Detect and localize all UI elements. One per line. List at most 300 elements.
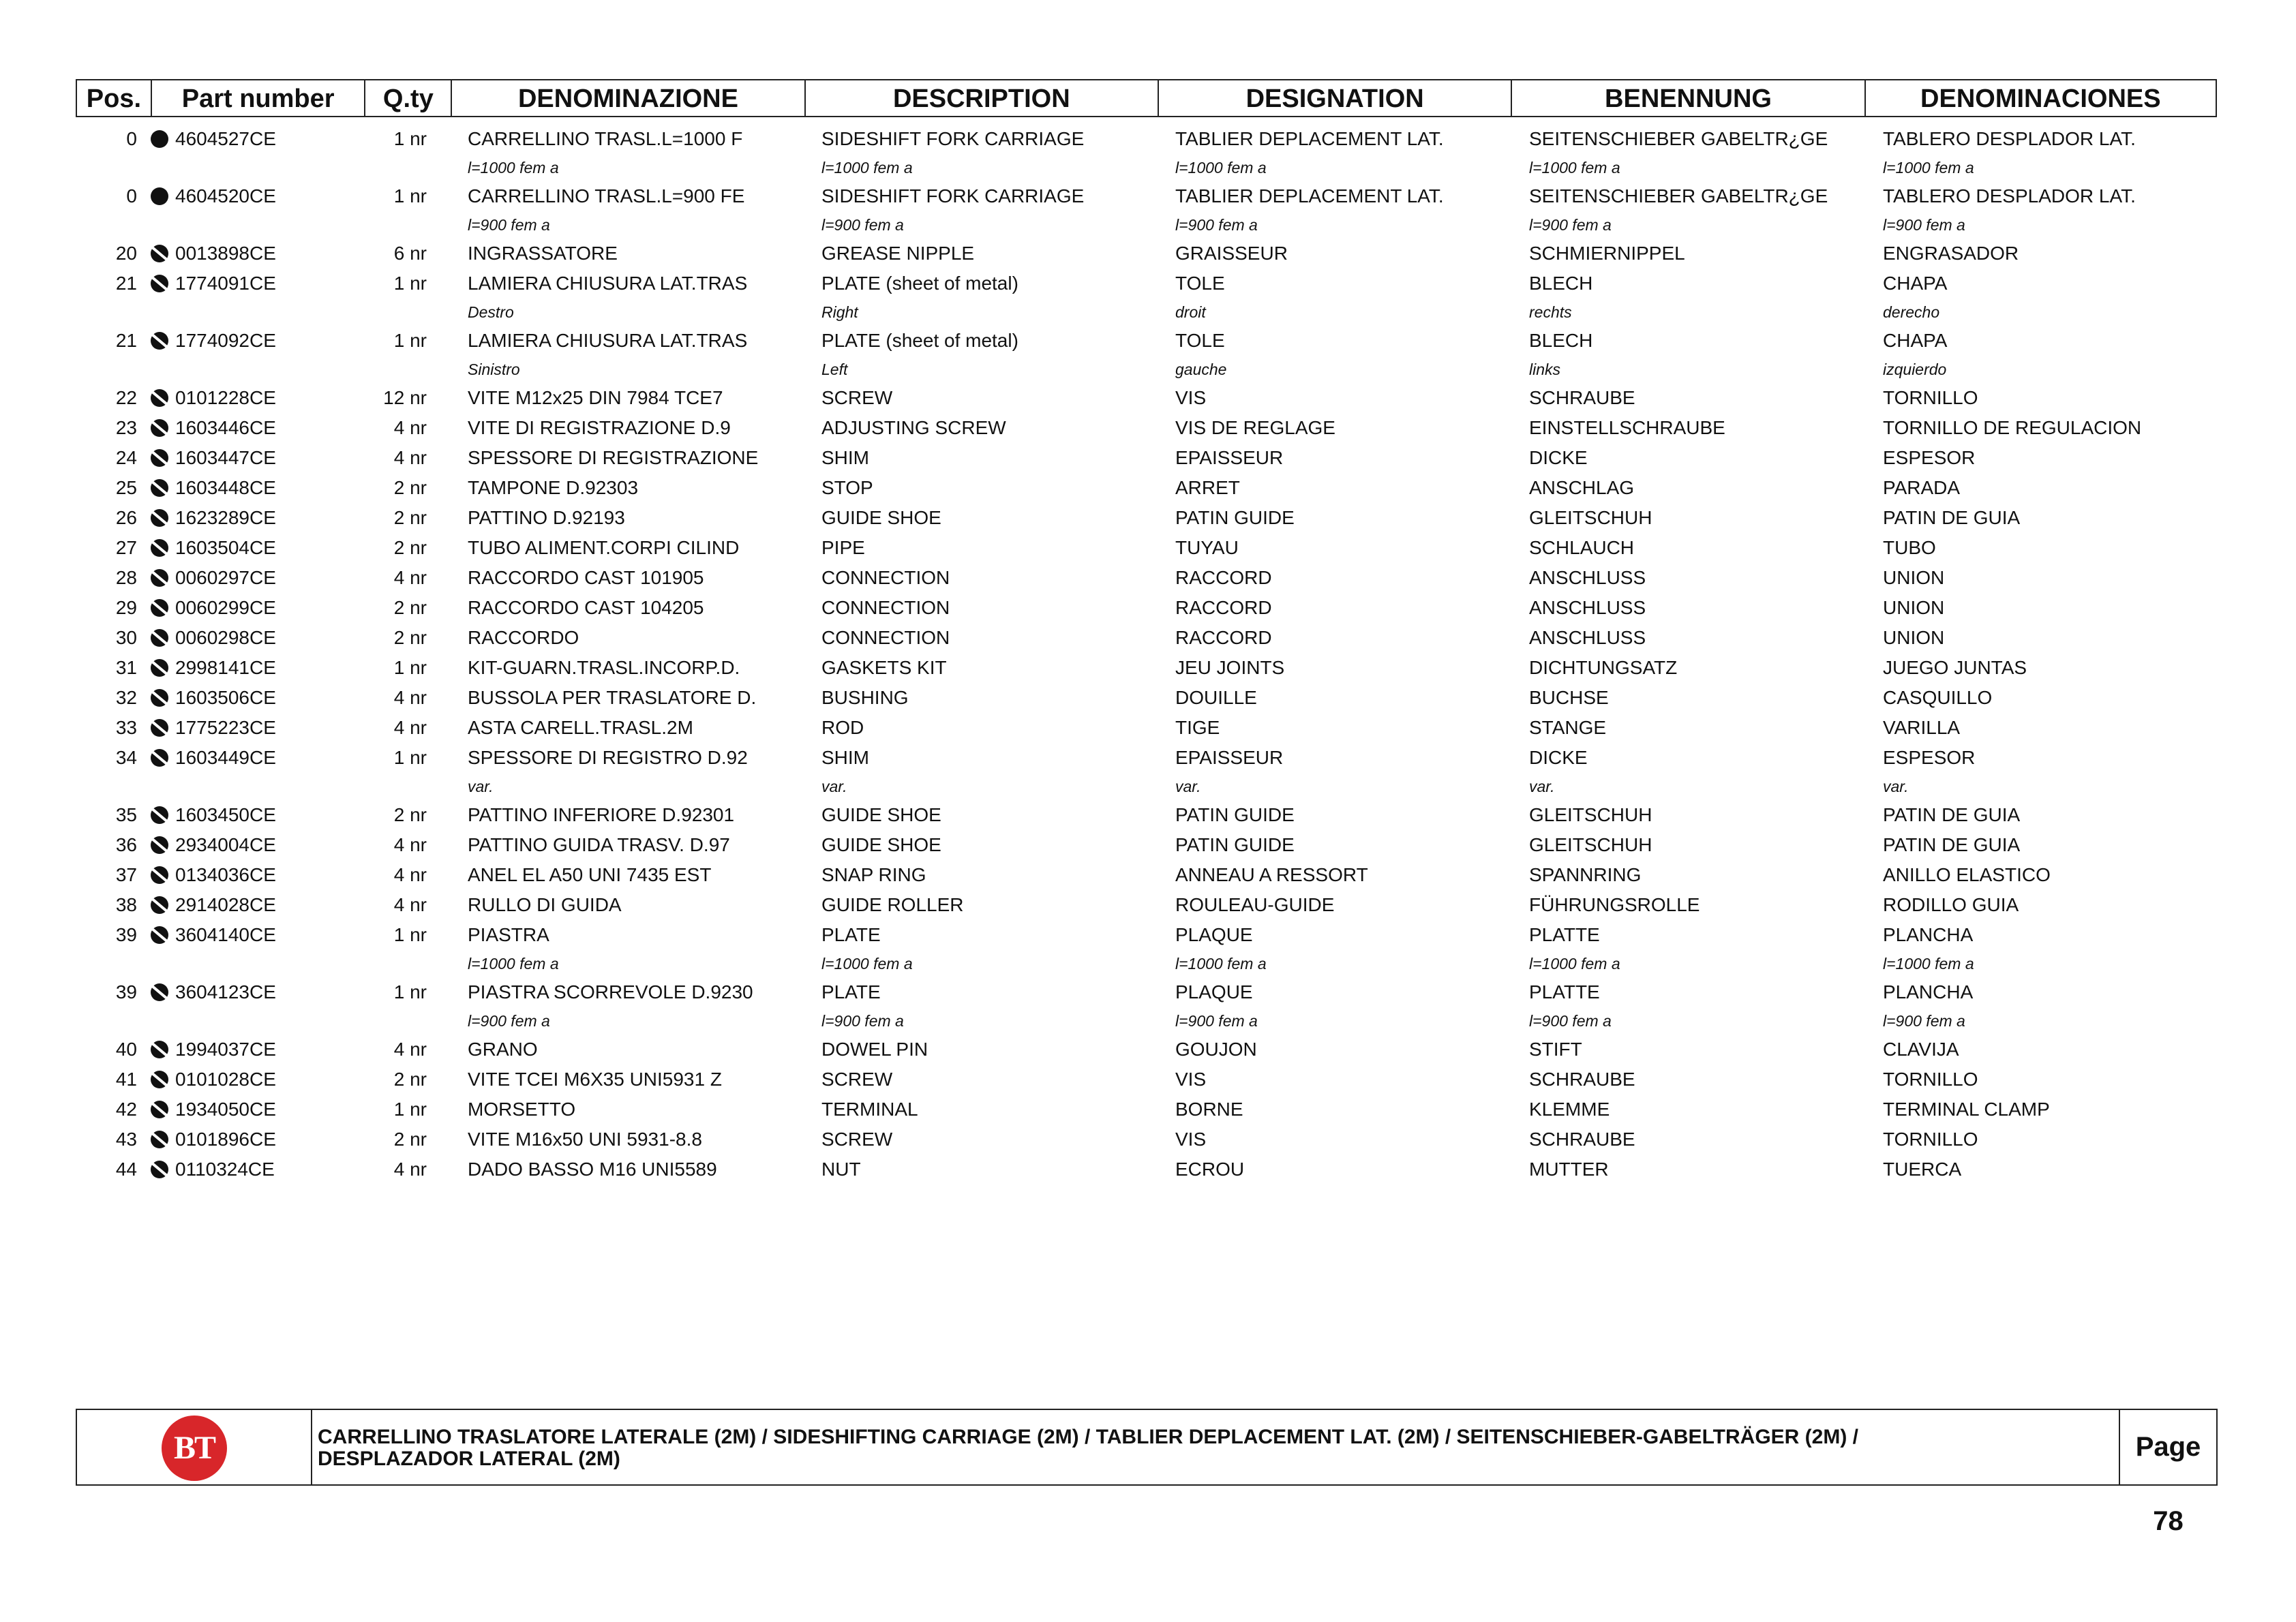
table-row-note (76, 773, 2217, 800)
cell-qty (365, 211, 451, 239)
cell-it: VITE M16x50 UNI 5931-8.8 (468, 1129, 702, 1150)
part-number-text: 1603449CE (175, 747, 276, 768)
cell-part-number (151, 239, 365, 269)
part-number-text: 1994037CE (175, 1039, 276, 1060)
cell-fr: TIGE (1175, 717, 1220, 738)
cell-de: SCHRAUBE (1529, 1069, 1635, 1090)
cell-de: SCHMIERNIPPEL (1529, 243, 1685, 264)
footer-title-line-2: DESPLAZADOR LATERAL (2M) (318, 1448, 620, 1470)
cell-qty (365, 154, 451, 181)
cell-en: SCREW (821, 1129, 893, 1150)
table-row (76, 181, 2217, 211)
cell-it: INGRASSATORE (468, 243, 618, 264)
part-number-text: 0101228CE (175, 387, 276, 408)
cell-es: TUERCA (1883, 1159, 1962, 1180)
cell-en: SHIM (821, 747, 869, 768)
cell-es: UNION (1883, 597, 1945, 618)
cell-de: SCHLAUCH (1529, 537, 1635, 558)
cell-de: ANSCHLAG (1529, 477, 1635, 498)
cell-fr: var. (1175, 778, 1201, 795)
cell-fr: PATIN GUIDE (1175, 804, 1295, 825)
cell-pos (76, 1007, 151, 1035)
slashed-circle-icon (151, 689, 168, 707)
cell-pos: 21 (115, 330, 137, 351)
cell-qty: 1 nr (393, 273, 427, 294)
cell-es: izquierdo (1883, 361, 1947, 378)
footer-title (312, 1410, 2120, 1484)
cell-it: TAMPONE D.92303 (468, 477, 639, 498)
cell-it: PATTINO GUIDA TRASV. D.97 (468, 834, 730, 855)
cell-es: ENGRASADOR (1883, 243, 2019, 264)
cell-it: DADO BASSO M16 UNI5589 (468, 1159, 717, 1180)
slashed-circle-icon (151, 1041, 168, 1058)
slashed-circle-icon (151, 629, 168, 647)
cell-fr: GOUJON (1175, 1039, 1257, 1060)
cell-es: TORNILLO (1883, 1069, 1978, 1090)
cell-en: GUIDE SHOE (821, 507, 941, 528)
slashed-circle-icon (151, 806, 168, 824)
part-number-text: 0110324CE (175, 1159, 275, 1180)
cell-it: RACCORDO CAST 104205 (468, 597, 704, 618)
slashed-circle-icon (151, 275, 168, 292)
cell-qty: 4 nr (393, 717, 427, 738)
cell-qty: 4 nr (393, 1039, 427, 1060)
slashed-circle-icon (151, 419, 168, 437)
table-row (76, 269, 2217, 299)
cell-es: PATIN DE GUIA (1883, 834, 2021, 855)
cell-en: PLATE (sheet of metal) (821, 273, 1018, 294)
table-row (76, 890, 2217, 920)
cell-es: l=1000 fem a (1883, 955, 1974, 973)
cell-it: LAMIERA CHIUSURA LAT.TRAS (468, 330, 748, 351)
cell-de: links (1529, 361, 1561, 378)
cell-en: SHIM (821, 447, 869, 468)
slashed-circle-icon (151, 1101, 168, 1118)
cell-de: GLEITSCHUH (1529, 804, 1652, 825)
cell-es: PARADA (1883, 477, 1961, 498)
cell-fr: RACCORD (1175, 597, 1272, 618)
cell-it: MORSETTO (468, 1099, 576, 1120)
cell-fr: ECROU (1175, 1159, 1245, 1180)
cell-pos: 36 (115, 834, 137, 855)
cell-de: ANSCHLUSS (1529, 597, 1646, 618)
cell-pos: 26 (115, 507, 137, 528)
part-number-text: 3604140CE (175, 924, 276, 945)
cell-en: SNAP RING (821, 864, 926, 885)
cell-fr: ANNEAU A RESSORT (1175, 864, 1368, 885)
cell-it: RACCORDO CAST 101905 (468, 567, 704, 588)
cell-it: ANEL EL A50 UNI 7435 EST (468, 864, 712, 885)
cell-qty: 2 nr (393, 1129, 427, 1150)
cell-es: PATIN DE GUIA (1883, 507, 2021, 528)
table-row-note (76, 950, 2217, 977)
cell-part-number (151, 211, 365, 239)
cell-es: ESPESOR (1883, 447, 1976, 468)
table-row (76, 383, 2217, 413)
table-row (76, 1065, 2217, 1095)
cell-part-number (151, 269, 365, 299)
part-number-text: 1623289CE (175, 507, 276, 528)
part-number-text: 4604527CE (175, 128, 276, 149)
cell-es: l=900 fem a (1883, 216, 1965, 234)
cell-fr: l=900 fem a (1175, 216, 1258, 234)
cell-en: var. (821, 778, 847, 795)
part-number-text: 0101028CE (175, 1069, 276, 1090)
slashed-circle-icon (151, 245, 168, 262)
cell-fr: RACCORD (1175, 567, 1272, 588)
cell-pos (76, 356, 151, 383)
cell-qty: 1 nr (393, 657, 427, 678)
cell-it: CARRELLINO TRASL.L=900 FE (468, 185, 745, 206)
cell-it: VITE DI REGISTRAZIONE D.9 (468, 417, 731, 438)
cell-part-number (151, 356, 365, 383)
table-row (76, 920, 2217, 950)
part-number-text: 2998141CE (175, 657, 276, 678)
table-row (76, 1035, 2217, 1065)
page-number: Page 78 (2135, 1432, 2201, 1536)
cell-en: l=900 fem a (821, 216, 904, 234)
part-number-text: 1603450CE (175, 804, 276, 825)
cell-it: Sinistro (468, 361, 520, 378)
cell-fr: TABLIER DEPLACEMENT LAT. (1175, 128, 1444, 149)
cell-de: SEITENSCHIEBER GABELTR¿GE (1529, 128, 1828, 149)
cell-qty: 2 nr (393, 627, 427, 648)
cell-part-number (151, 950, 365, 977)
slashed-circle-icon (151, 926, 168, 944)
cell-fr: VIS DE REGLAGE (1175, 417, 1335, 438)
cell-part-number (151, 773, 365, 800)
cell-part-number (151, 1035, 365, 1065)
cell-de: l=900 fem a (1529, 216, 1612, 234)
cell-part-number (151, 890, 365, 920)
cell-es: derecho (1883, 303, 1940, 321)
cell-pos (76, 773, 151, 800)
cell-es: CHAPA (1883, 273, 1948, 294)
col-header-denominaciones: DENOMINACIONES (1920, 85, 2161, 113)
part-number-text: 1774092CE (175, 330, 276, 351)
table-row (76, 830, 2217, 860)
bt-logo: BT (162, 1416, 227, 1481)
table-row (76, 623, 2217, 653)
cell-fr: VIS (1175, 387, 1207, 408)
cell-es: UNION (1883, 567, 1945, 588)
table-row (76, 593, 2217, 623)
cell-part-number (151, 181, 365, 211)
cell-pos: 22 (115, 387, 137, 408)
cell-fr: VIS (1175, 1069, 1207, 1090)
cell-en: l=1000 fem a (821, 955, 913, 973)
cell-qty: 4 nr (393, 1159, 427, 1180)
cell-de: DICHTUNGSATZ (1529, 657, 1678, 678)
cell-en: PLATE (sheet of metal) (821, 330, 1018, 351)
cell-de: STIFT (1529, 1039, 1582, 1060)
cell-fr: PLAQUE (1175, 981, 1253, 1003)
cell-fr: TUYAU (1175, 537, 1239, 558)
cell-part-number (151, 1007, 365, 1035)
part-number-text: 0013898CE (175, 243, 276, 264)
cell-it: ASTA CARELL.TRASL.2M (468, 717, 693, 738)
cell-part-number (151, 920, 365, 950)
cell-en: l=900 fem a (821, 1012, 904, 1030)
cell-it: SPESSORE DI REGISTRAZIONE (468, 447, 759, 468)
cell-part-number (151, 473, 365, 503)
cell-de: PLATTE (1529, 981, 1600, 1003)
slashed-circle-icon (151, 866, 168, 884)
cell-part-number (151, 533, 365, 563)
cell-en: PLATE (821, 981, 881, 1003)
table-row (76, 1095, 2217, 1124)
slashed-circle-icon (151, 479, 168, 497)
part-number-text: 2934004CE (175, 834, 276, 855)
cell-pos: 43 (115, 1129, 137, 1150)
cell-fr: ARRET (1175, 477, 1240, 498)
cell-pos: 27 (115, 537, 137, 558)
part-number-text: 1603447CE (175, 447, 276, 468)
table-row (76, 860, 2217, 890)
cell-es: TUBO (1883, 537, 1936, 558)
cell-en: NUT (821, 1159, 861, 1180)
cell-de: l=1000 fem a (1529, 159, 1620, 177)
cell-pos (76, 154, 151, 181)
cell-qty (365, 1007, 451, 1035)
cell-es: PLANCHA (1883, 981, 1974, 1003)
cell-es: TERMINAL CLAMP (1883, 1099, 2050, 1120)
part-number-text: 0101896CE (175, 1129, 276, 1150)
cell-es: PLANCHA (1883, 924, 1974, 945)
cell-fr: droit (1175, 303, 1206, 321)
cell-en: SIDESHIFT FORK CARRIAGE (821, 128, 1085, 149)
cell-it: CARRELLINO TRASL.L=1000 F (468, 128, 743, 149)
cell-de: DICKE (1529, 447, 1588, 468)
cell-fr: l=1000 fem a (1175, 955, 1267, 973)
table-row (76, 563, 2217, 593)
cell-pos: 33 (115, 717, 137, 738)
cell-it: l=1000 fem a (468, 159, 559, 177)
slashed-circle-icon (151, 509, 168, 527)
cell-qty: 4 nr (393, 417, 427, 438)
cell-de: var. (1529, 778, 1555, 795)
cell-pos: 28 (115, 567, 137, 588)
part-number-text: 1774091CE (175, 273, 276, 294)
cell-part-number (151, 1095, 365, 1124)
part-number-text: 2914028CE (175, 894, 276, 915)
cell-qty: 2 nr (393, 477, 427, 498)
cell-fr: DOUILLE (1175, 687, 1257, 708)
cell-qty: 4 nr (393, 834, 427, 855)
slashed-circle-icon (151, 1071, 168, 1088)
cell-it: TUBO ALIMENT.CORPI CILIND (468, 537, 740, 558)
cell-en: Right (821, 303, 858, 321)
cell-en: ADJUSTING SCREW (821, 417, 1006, 438)
cell-de: l=1000 fem a (1529, 955, 1620, 973)
filled-circle-icon (151, 187, 168, 205)
part-number-text: 1934050CE (175, 1099, 276, 1120)
table-row (76, 326, 2217, 356)
cell-de: ANSCHLUSS (1529, 567, 1646, 588)
cell-it: PIASTRA SCORREVOLE D.9230 (468, 981, 753, 1003)
cell-pos (76, 299, 151, 326)
cell-es: PATIN DE GUIA (1883, 804, 2021, 825)
cell-qty: 1 nr (393, 128, 427, 149)
slashed-circle-icon (151, 836, 168, 854)
cell-fr: ROULEAU-GUIDE (1175, 894, 1335, 915)
table-row (76, 239, 2217, 269)
cell-it: LAMIERA CHIUSURA LAT.TRAS (468, 273, 748, 294)
cell-part-number (151, 563, 365, 593)
cell-it: PATTINO D.92193 (468, 507, 625, 528)
cell-qty: 1 nr (393, 1099, 427, 1120)
cell-qty: 1 nr (393, 330, 427, 351)
cell-qty: 1 nr (393, 981, 427, 1003)
cell-pos: 35 (115, 804, 137, 825)
cell-fr: TOLE (1175, 273, 1225, 294)
table-row (76, 124, 2217, 154)
cell-part-number (151, 977, 365, 1007)
cell-fr: VIS (1175, 1129, 1207, 1150)
cell-pos: 38 (115, 894, 137, 915)
cell-en: BUSHING (821, 687, 909, 708)
cell-es: JUEGO JUNTAS (1883, 657, 2027, 678)
cell-en: TERMINAL (821, 1099, 918, 1120)
cell-fr: BORNE (1175, 1099, 1243, 1120)
table-row (76, 443, 2217, 473)
cell-pos: 37 (115, 864, 137, 885)
cell-en: GUIDE SHOE (821, 834, 941, 855)
cell-fr: RACCORD (1175, 627, 1272, 648)
cell-de: KLEMME (1529, 1099, 1610, 1120)
cell-it: VITE M12x25 DIN 7984 TCE7 (468, 387, 723, 408)
cell-qty: 12 nr (383, 387, 427, 408)
slashed-circle-icon (151, 539, 168, 557)
cell-es: ANILLO ELASTICO (1883, 864, 2051, 885)
cell-qty: 4 nr (393, 864, 427, 885)
cell-fr: PATIN GUIDE (1175, 834, 1295, 855)
slashed-circle-icon (151, 569, 168, 587)
cell-fr: TABLIER DEPLACEMENT LAT. (1175, 185, 1444, 206)
cell-it: PATTINO INFERIORE D.92301 (468, 804, 735, 825)
cell-qty: 4 nr (393, 567, 427, 588)
cell-part-number (151, 154, 365, 181)
slashed-circle-icon (151, 719, 168, 737)
cell-part-number (151, 713, 365, 743)
cell-pos: 32 (115, 687, 137, 708)
cell-de: FÜHRUNGSROLLE (1529, 894, 1700, 915)
cell-part-number (151, 503, 365, 533)
cell-fr: TOLE (1175, 330, 1225, 351)
part-number-text: 1775223CE (175, 717, 276, 738)
cell-pos: 31 (115, 657, 137, 678)
cell-pos: 42 (115, 1099, 137, 1120)
cell-pos: 0 (126, 185, 137, 206)
table-row (76, 413, 2217, 443)
cell-part-number (151, 860, 365, 890)
cell-es: l=900 fem a (1883, 1012, 1965, 1030)
cell-pos: 34 (115, 747, 137, 768)
slashed-circle-icon (151, 1131, 168, 1148)
cell-it: l=900 fem a (468, 216, 550, 234)
cell-es: CLAVIJA (1883, 1039, 1959, 1060)
cell-de: BUCHSE (1529, 687, 1609, 708)
cell-de: SPANNRING (1529, 864, 1642, 885)
cell-pos: 23 (115, 417, 137, 438)
cell-part-number (151, 299, 365, 326)
table-header (76, 79, 2217, 117)
slashed-circle-icon (151, 389, 168, 407)
cell-en: CONNECTION (821, 597, 950, 618)
table-row (76, 713, 2217, 743)
cell-pos: 44 (115, 1159, 137, 1180)
cell-qty: 4 nr (393, 447, 427, 468)
cell-pos: 39 (115, 924, 137, 945)
cell-de: GLEITSCHUH (1529, 834, 1652, 855)
cell-it: l=900 fem a (468, 1012, 550, 1030)
cell-fr: PLAQUE (1175, 924, 1253, 945)
cell-en: SCREW (821, 1069, 893, 1090)
cell-qty (365, 356, 451, 383)
part-number-text: 1603448CE (175, 477, 276, 498)
slashed-circle-icon (151, 332, 168, 350)
table-row (76, 503, 2217, 533)
cell-pos: 0 (126, 128, 137, 149)
table-row-note (76, 154, 2217, 181)
part-number-text: 3604123CE (175, 981, 276, 1003)
cell-qty: 2 nr (393, 1069, 427, 1090)
table-row (76, 533, 2217, 563)
footer-title-line-1: CARRELLINO TRASLATORE LATERALE (2M) / SIDESHIFTING CARRIAGE (2M) / TABLIER DEPLACEMENT LAT. (2M) / SEITENSCHIEBER-GABELTRÄGER (2M) / (318, 1426, 1858, 1448)
cell-de: SCHRAUBE (1529, 387, 1635, 408)
cell-pos: 25 (115, 477, 137, 498)
cell-fr: PATIN GUIDE (1175, 507, 1295, 528)
col-header-denominazione: DENOMINAZIONE (452, 80, 805, 116)
table-row-note (76, 1007, 2217, 1035)
part-number-text: 1603504CE (175, 537, 276, 558)
cell-fr: EPAISSEUR (1175, 447, 1284, 468)
cell-part-number (151, 124, 365, 154)
cell-qty (365, 950, 451, 977)
slashed-circle-icon (151, 659, 168, 677)
cell-es: CASQUILLO (1883, 687, 1993, 708)
cell-part-number (151, 623, 365, 653)
cell-es: ESPESOR (1883, 747, 1976, 768)
cell-es: l=1000 fem a (1883, 159, 1974, 177)
cell-de: BLECH (1529, 330, 1593, 351)
cell-en: SIDESHIFT FORK CARRIAGE (821, 185, 1085, 206)
slashed-circle-icon (151, 749, 168, 767)
cell-it: var. (468, 778, 494, 795)
cell-part-number (151, 443, 365, 473)
cell-qty: 1 nr (393, 924, 427, 945)
cell-es: var. (1883, 778, 1909, 795)
cell-de: SCHRAUBE (1529, 1129, 1635, 1150)
table-row (76, 1154, 2217, 1184)
table-row-note (76, 299, 2217, 326)
cell-de: rechts (1529, 303, 1572, 321)
part-number-text: 1603446CE (175, 417, 276, 438)
cell-en: GUIDE ROLLER (821, 894, 964, 915)
part-number-text: 0060298CE (175, 627, 276, 648)
col-header-benennung: BENENNUNG (1512, 80, 1865, 116)
cell-it: RACCORDO (468, 627, 579, 648)
slashed-circle-icon (151, 599, 168, 617)
cell-it: l=1000 fem a (468, 955, 559, 973)
cell-es: VARILLA (1883, 717, 1961, 738)
cell-es: TABLERO DESPLADOR LAT. (1883, 185, 2136, 206)
cell-en: CONNECTION (821, 567, 950, 588)
part-number-text: 0060299CE (175, 597, 276, 618)
table-row (76, 683, 2217, 713)
slashed-circle-icon (151, 449, 168, 467)
table-row-note (76, 356, 2217, 383)
